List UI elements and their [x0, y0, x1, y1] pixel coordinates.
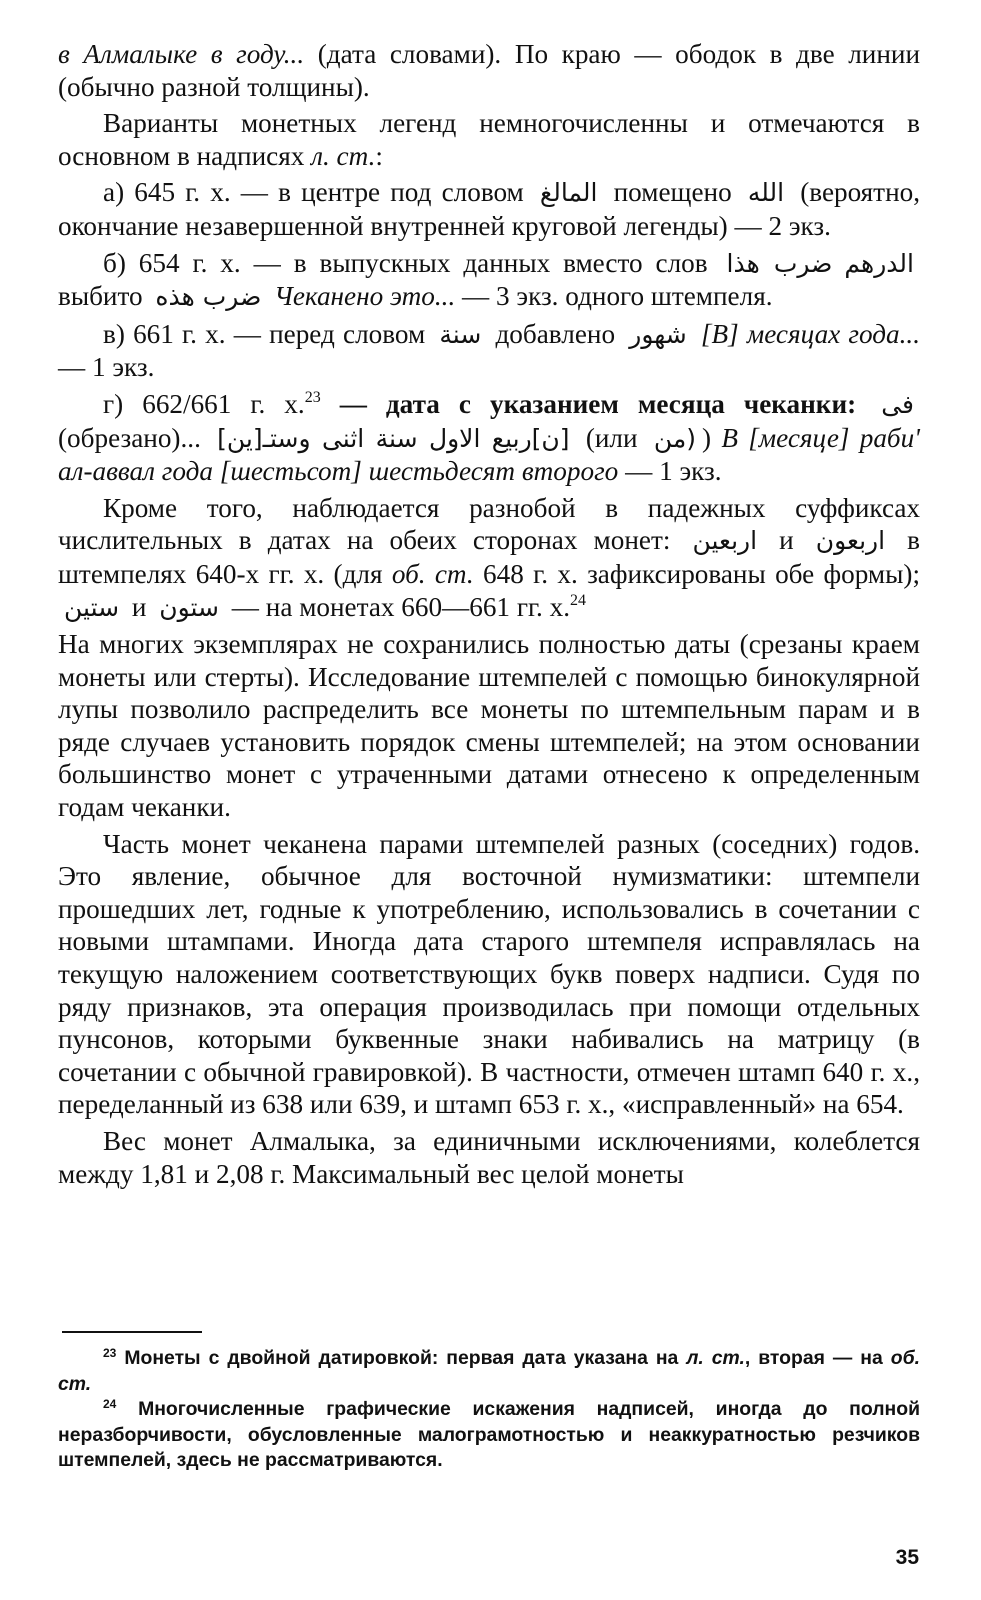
italic-translation: В [месяце] раби' ал-аввал года [шестьсот] шестьдесят второго — [58, 422, 920, 487]
arabic-word: اربعون — [815, 526, 886, 556]
text: Варианты монетных легенд немногочисленны и отмечаются в основном в надписях — [58, 108, 920, 171]
arabic-word: الله — [747, 178, 785, 208]
arabic-word: الدرهم — [844, 248, 914, 278]
paragraph-variant-a — [58, 176, 920, 242]
text: г) 662/661 г. х. — [103, 388, 305, 419]
text: выбито — [58, 281, 150, 312]
arabic-word: ستین — [64, 592, 120, 622]
text: помещено — [603, 177, 742, 208]
footnotes — [58, 1346, 920, 1474]
page-number: 35 — [895, 1546, 919, 1569]
footnote-23 — [58, 1346, 920, 1397]
text: 648 г. х. зафиксированы обе формы); — [473, 558, 920, 589]
arabic-word: شهور — [629, 319, 687, 349]
paragraph-dates-lost: На многих экземплярах не сохранились полностью даты (срезаны краем монеты или стерты). Исследование штемпелей с помощью бинокулярной лупы позволило распределить все монеты по штемпельным парам и в ряде случаев установить порядок смены штемпелей; на этом основании большинство монет с утраченными датами отнесено к определенным годам чеканки. — [58, 629, 920, 823]
text: ) — [702, 422, 722, 453]
page-body — [58, 38, 920, 1190]
text: Монеты с двойной датировкой: первая дата указана на — [116, 1347, 687, 1369]
text: , вторая — на — [744, 1347, 891, 1369]
paragraph-2 — [58, 107, 920, 172]
text: — на монетах 660—661 гг. х. — [225, 591, 571, 622]
text: добавлено — [487, 318, 624, 349]
paragraph-1 — [58, 38, 920, 103]
text: (дата словами). По краю — ободок в две линии (обычно разной толщины). — [58, 39, 920, 102]
italic-abbr: об. ст. — [391, 558, 474, 589]
text: : — [375, 140, 383, 171]
text: в штемпелях 640-х гг. х. (для — [58, 525, 920, 589]
italic-translation: Чеканено это... — [267, 281, 463, 312]
arabic-word: ضرب هذه — [155, 282, 262, 312]
text: и — [125, 591, 154, 622]
paragraph-suffixes — [58, 492, 920, 624]
text: (вероятно, окончание незавершенной внутренней круговой легенды) — 2 экз. — [58, 177, 921, 241]
text: б) 654 г. х. — в выпускных данных вместо слов — [103, 247, 721, 278]
arabic-word: المالغ — [539, 178, 598, 208]
text-bold: — дата с указанием месяца чеканки: — [320, 388, 876, 419]
footnote-24 — [58, 1397, 920, 1474]
bracket-insertion: [В] — [692, 318, 747, 349]
italic-phrase: в Алмалыке в году... — [58, 39, 305, 69]
paragraph-die-pairs: Часть монет чеканена парами штемпелей разных (соседних) годов. Это явление, обычное для восточной нумизматики: штемпели прошедших лет, годные к употреблению, использовались в сочетании с новыми штампами. Иногда дата старого штемпеля исправлялась на текущую наложением соответствующих букв поверх надписи. Судя по ряду признаков, эта операция производилась при помощи отдельных пунсонов, которыми буквенные знаки набивались на матрицу (в сочетании с обычной гравировкой). В частности, отмечен штамп 640 г. х., переделанный из 638 или 639, и штамп 653 г. х., «исправленный» на 654. — [58, 828, 920, 1120]
text: Многочисленные графические искажения надписей, иногда до полной неразборчивости, обусловленные малограмотностью и неаккуратностью резчиков штемпелей, здесь не рассматриваются. — [58, 1398, 920, 1471]
arabic-word: ستون — [159, 592, 219, 622]
italic-abbr: л. ст. — [311, 140, 376, 171]
paragraph-weight: Вес монет Алмалыка, за единичными исключениями, колеблется между 1,81 и 2,08 г. Максимальный вес целой монеты — [58, 1126, 920, 1189]
text: (обрезано)... — [58, 422, 212, 453]
italic-translation: месяцах года... — [746, 318, 920, 349]
text: Кроме того, наблюдается разнобой в падежных суффиксах числительных в датах на обеих сторонах монет: — [58, 492, 920, 556]
arabic-word: فی — [881, 389, 914, 419]
text: в) 661 г. х. — перед словом — [103, 318, 434, 349]
text: и — [763, 525, 810, 556]
italic-abbr: об. ст. — [58, 1347, 920, 1395]
footnote-divider — [62, 1331, 202, 1333]
text: (или — [575, 422, 648, 453]
footnote-mark: 23 — [103, 1346, 117, 1360]
arabic-phrase: [ن]ربیع الاول سنة اثنی وستـ[ین] — [217, 423, 570, 453]
footnote-mark: 24 — [103, 1397, 117, 1411]
italic-abbr: л. ст. — [686, 1347, 745, 1369]
paragraph-variant-v — [58, 318, 920, 384]
arabic-word: اربعین — [692, 526, 758, 556]
paragraph-variant-b — [58, 247, 920, 314]
text: — 1 экз. — [58, 352, 155, 383]
text: — 3 экз. одного штемпеля. — [462, 281, 773, 312]
text: — 1 экз. — [618, 456, 722, 487]
arabic-word: ضرب هذا — [726, 248, 833, 278]
footnote-ref-24[interactable]: 24 — [570, 591, 587, 609]
arabic-word: (من — [653, 423, 696, 453]
paragraph-variant-g — [58, 388, 920, 488]
footnote-ref-23[interactable]: 23 — [304, 388, 321, 406]
text: а) 645 г. х. — в центре под словом — [103, 177, 534, 208]
arabic-word: سنة — [439, 319, 482, 349]
